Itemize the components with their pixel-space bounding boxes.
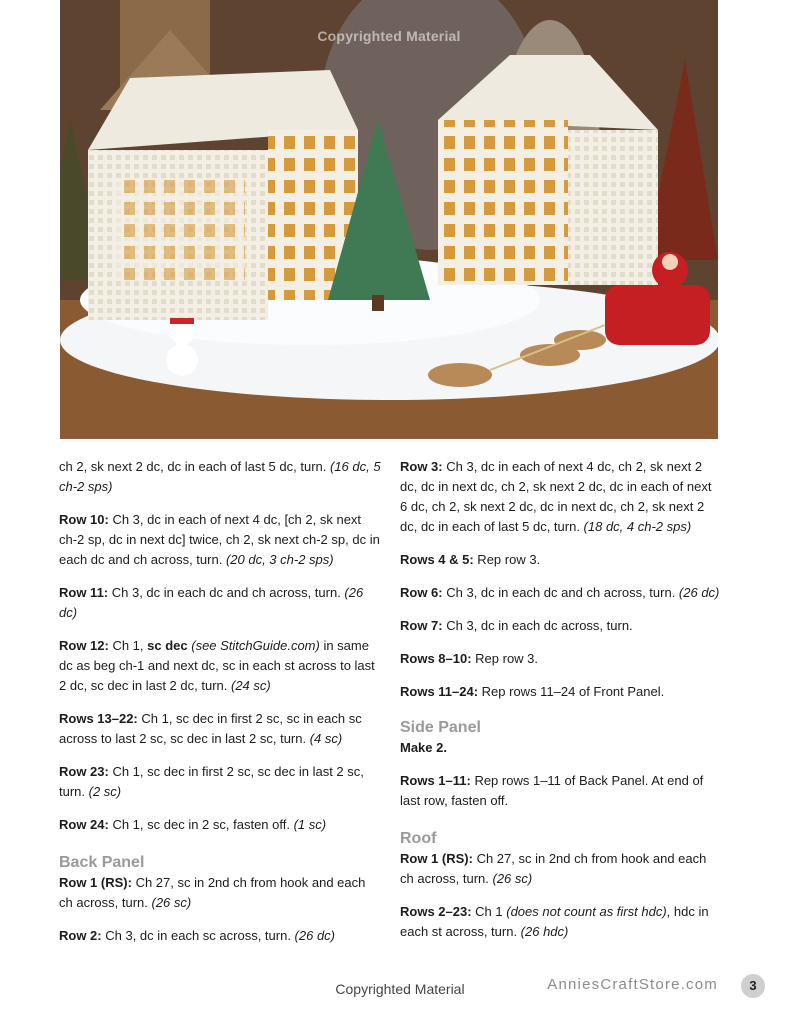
pattern-row: Rows 2–23: Ch 1 (does not count as first hdc), hdc in each st across, turn. (26 hdc)	[400, 904, 709, 939]
pattern-row: Row 1 (RS): Ch 27, sc in 2nd ch from hook and each ch across, turn. (26 sc)	[400, 851, 707, 886]
pattern-row: Rows 8–10: Rep row 3.	[400, 651, 539, 666]
pattern-row: Rows 4 & 5: Rep row 3.	[400, 552, 541, 567]
pattern-row: Rows 1–11: Rep rows 1–11 of Back Panel. At end of last row, fasten off.	[400, 773, 704, 808]
pattern-row: Row 3: Ch 3, dc in each of next 4 dc, ch 2, sk next 2 dc, dc in next dc, ch 2, sk next 2 dc, dc in each of next 6 dc, ch 2, sk next 2 dc, dc in next dc, ch 2, sk next 2 dc, dc in each of last 5 dc, turn. (18 dc, 4 ch-2 sps)	[400, 459, 712, 534]
pattern-row: Row 24: Ch 1, sc dec in 2 sc, fasten off. (1 sc)	[59, 817, 327, 832]
pattern-row: Row 2: Ch 3, dc in each sc across, turn. (26 dc)	[59, 928, 336, 943]
section-heading-roof: Roof	[400, 830, 437, 847]
pattern-row: ch 2, sk next 2 dc, dc in each of last 5 dc, turn. (16 dc, 5 ch-2 sps)	[59, 459, 381, 494]
right-column	[400, 457, 722, 955]
pattern-row: Row 12: Ch 1, sc dec (see StitchGuide.com) in same dc as beg ch-1 and next dc, sc in each st across to last 2 dc, sc dec in last 2 dc, turn. (24 sc)	[59, 638, 375, 693]
pattern-row: Rows 11–24: Rep rows 11–24 of Front Panel.	[400, 684, 665, 699]
pattern-row: Rows 13–22: Ch 1, sc dec in first 2 sc, sc in each sc across to last 2 sc, sc dec in last 2 sc, turn. (4 sc)	[59, 711, 362, 746]
page-number-badge: 3	[741, 974, 765, 998]
pattern-row: Row 7: Ch 3, dc in each dc across, turn.	[400, 618, 633, 633]
section-heading-side-panel: Side Panel	[400, 719, 481, 736]
pattern-row: Row 1 (RS): Ch 27, sc in 2nd ch from hook and each ch across, turn. (26 sc)	[59, 875, 366, 910]
pattern-row: Row 11: Ch 3, dc in each dc and ch across, turn. (26 dc)	[59, 585, 364, 620]
watermark-top: Copyrighted Material	[317, 28, 461, 44]
side-panel-make-count: Make 2.	[400, 740, 447, 755]
pattern-row: Row 10: Ch 3, dc in each of next 4 dc, [ch 2, sk next ch-2 sp, dc in next dc] twice, ch 2, sk next ch-2 sp, dc in each dc and ch across, turn. (20 dc, 3 ch-2 sps)	[59, 512, 380, 567]
crochet-village-illustration	[60, 0, 718, 439]
product-photo	[60, 0, 718, 439]
store-website-link[interactable]: AnniesCraftStore.com	[547, 976, 718, 993]
left-column	[59, 457, 381, 959]
watermark-bottom: Copyrighted Material	[335, 981, 465, 997]
pattern-row: Row 23: Ch 1, sc dec in first 2 sc, sc dec in last 2 sc, turn. (2 sc)	[59, 764, 364, 799]
pattern-row: Row 6: Ch 3, dc in each dc and ch across, turn. (26 dc)	[400, 585, 720, 600]
section-heading-back-panel: Back Panel	[59, 854, 145, 871]
